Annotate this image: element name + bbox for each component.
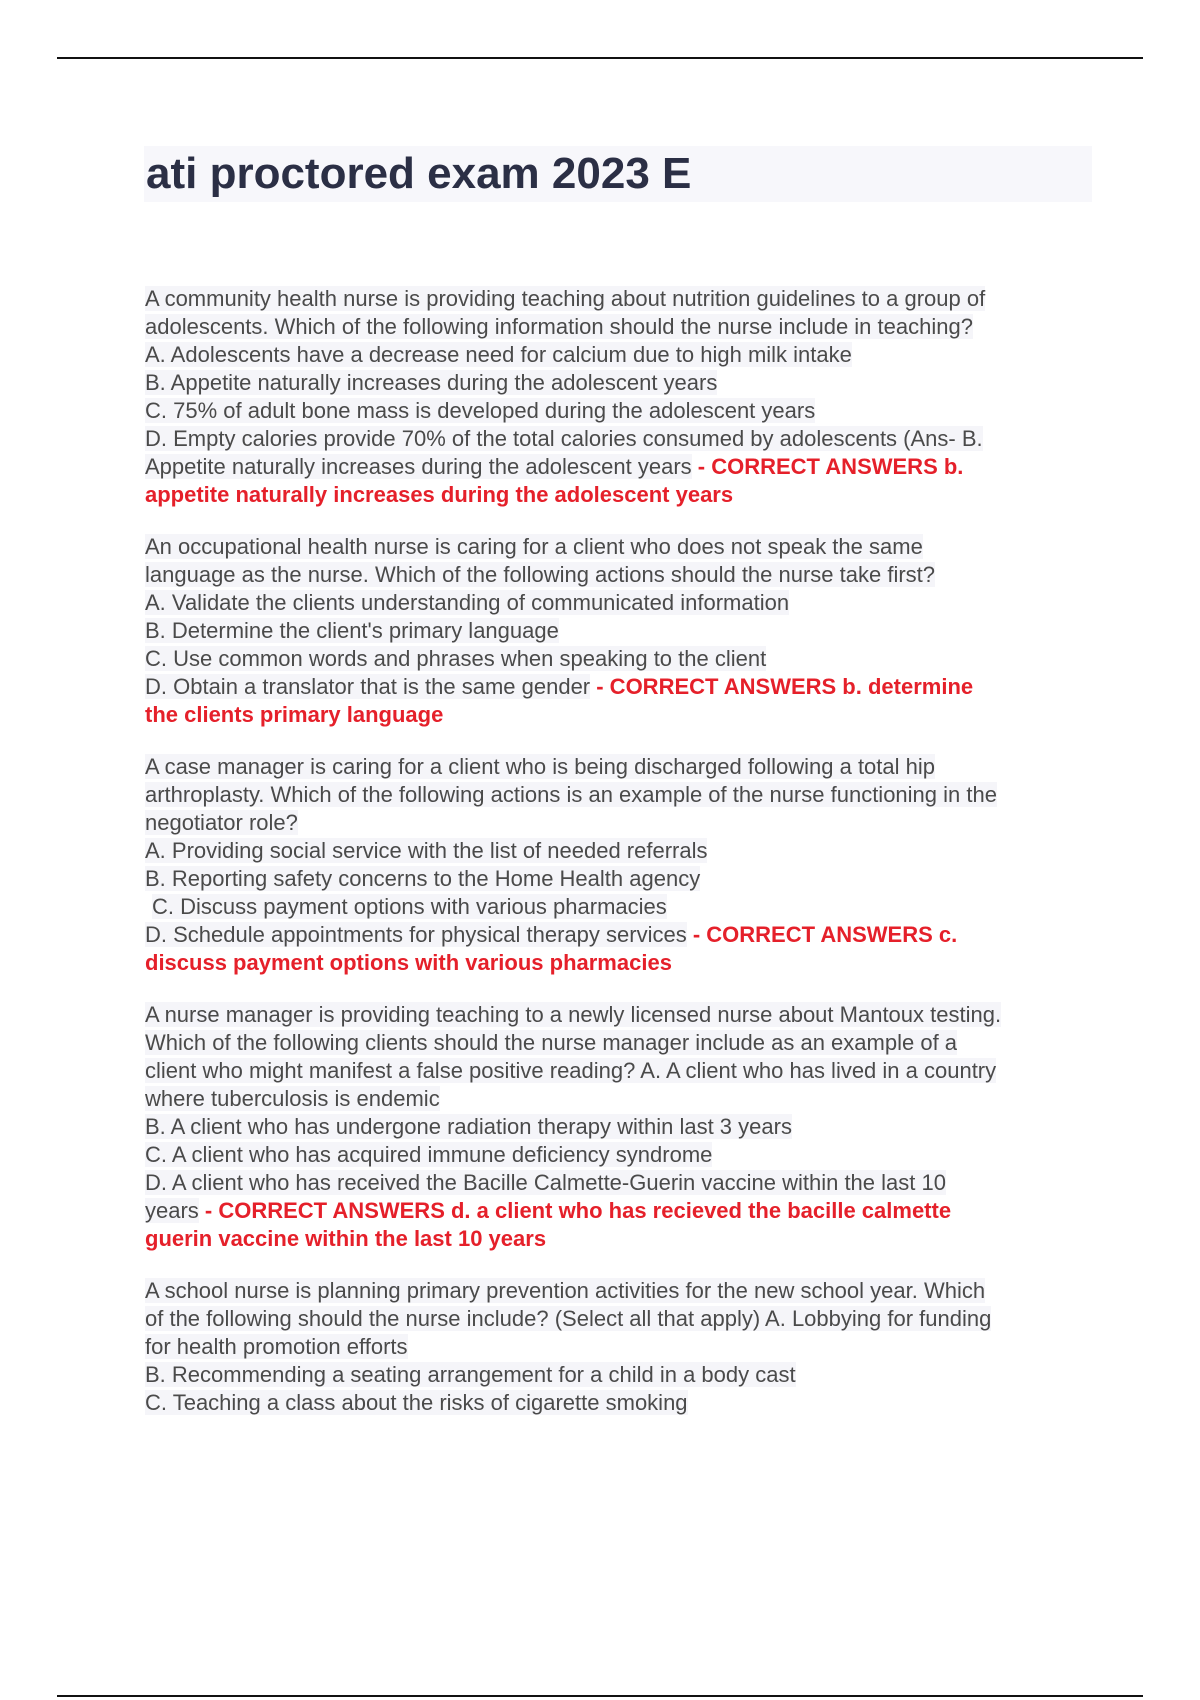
- document-body: [145, 285, 1093, 1441]
- option-d: D. A client who has received the Bacille Calmette-Guerin vaccine within the last 10: [145, 1170, 946, 1195]
- question-line: A nurse manager is providing teaching to a newly licensed nurse about Mantoux testing.: [145, 1002, 1002, 1027]
- answer-line: D. Obtain a translator that is the same gender - CORRECT ANSWERS b. determine: [145, 674, 974, 699]
- correct-answer-text: discuss payment options with various pharmacies: [145, 950, 672, 975]
- correct-answer-text: guerin vaccine within the last 10 years: [145, 1226, 547, 1251]
- top-rule: [57, 57, 1143, 59]
- question-line: A community health nurse is providing teaching about nutrition guidelines to a group of: [145, 286, 986, 311]
- question-5: [145, 1277, 1093, 1417]
- question-line: negotiator role?: [145, 810, 298, 835]
- question-line: An occupational health nurse is caring for a client who does not speak the same: [145, 534, 923, 559]
- option-b: B. Recommending a seating arrangement for a child in a body cast: [145, 1362, 796, 1387]
- option-a: A. Adolescents have a decrease need for calcium due to high milk intake: [145, 342, 852, 367]
- question-line: where tuberculosis is endemic: [145, 1086, 440, 1111]
- question-line: Which of the following clients should the nurse manager include as an example of a: [145, 1030, 958, 1055]
- question-line: for health promotion efforts: [145, 1334, 408, 1359]
- correct-answer-text: appetite naturally increases during the adolescent years: [145, 482, 734, 507]
- question-1: [145, 285, 1093, 509]
- option-d: D. Empty calories provide 70% of the total calories consumed by adolescents (Ans- B.: [145, 426, 983, 451]
- correct-answer-label: - CORRECT ANSWERS c.: [686, 922, 958, 947]
- correct-answer-label: - CORRECT ANSWERS b.: [691, 454, 964, 479]
- option-b: B. Reporting safety concerns to the Home Health agency: [145, 866, 701, 891]
- question-line: adolescents. Which of the following information should the nurse include in teaching?: [145, 314, 973, 339]
- correct-answer-label: - CORRECT ANSWERS b. determine: [590, 674, 974, 699]
- question-line: client who might manifest a false positive reading? A. A client who has lived in a country: [145, 1058, 997, 1083]
- option-c: C. A client who has acquired immune deficiency syndrome: [145, 1142, 713, 1167]
- question-line: A case manager is caring for a client who is being discharged following a total hip: [145, 754, 936, 779]
- question-4: [145, 1001, 1093, 1253]
- correct-answer-label: - CORRECT ANSWERS d. a client who has recieved the bacille calmette: [198, 1198, 952, 1223]
- page-title: ati proctored exam 2023 E: [146, 149, 692, 198]
- option-b: B. Determine the client's primary language: [145, 618, 559, 643]
- question-3: [145, 753, 1093, 977]
- answer-line: years - CORRECT ANSWERS d. a client who has recieved the bacille calmette: [145, 1198, 952, 1223]
- option-b: B. Appetite naturally increases during the adolescent years: [145, 370, 718, 395]
- option-c: C. Use common words and phrases when speaking to the client: [145, 646, 767, 671]
- question-line: of the following should the nurse include? (Select all that apply) A. Lobbying for funding: [145, 1306, 992, 1331]
- correct-answer-text: the clients primary language: [145, 702, 444, 727]
- option-b: B. A client who has undergone radiation therapy within last 3 years: [145, 1114, 792, 1139]
- answer-line: Appetite naturally increases during the adolescent years - CORRECT ANSWERS b.: [145, 454, 964, 479]
- question-line: arthroplasty. Which of the following actions is an example of the nurse functioning in the: [145, 782, 997, 807]
- answer-line: D. Schedule appointments for physical therapy services - CORRECT ANSWERS c.: [145, 922, 958, 947]
- option-c: C. 75% of adult bone mass is developed during the adolescent years: [145, 398, 816, 423]
- option-c: C. Teaching a class about the risks of cigarette smoking: [145, 1390, 688, 1415]
- option-c: C. Discuss payment options with various pharmacies: [152, 894, 667, 919]
- question-line: A school nurse is planning primary prevention activities for the new school year. Which: [145, 1278, 986, 1303]
- question-line: language as the nurse. Which of the following actions should the nurse take first?: [145, 562, 936, 587]
- option-a: A. Providing social service with the list of needed referrals: [145, 838, 708, 863]
- option-a: A. Validate the clients understanding of communicated information: [145, 590, 790, 615]
- bottom-rule: [57, 1695, 1143, 1697]
- question-2: [145, 533, 1093, 729]
